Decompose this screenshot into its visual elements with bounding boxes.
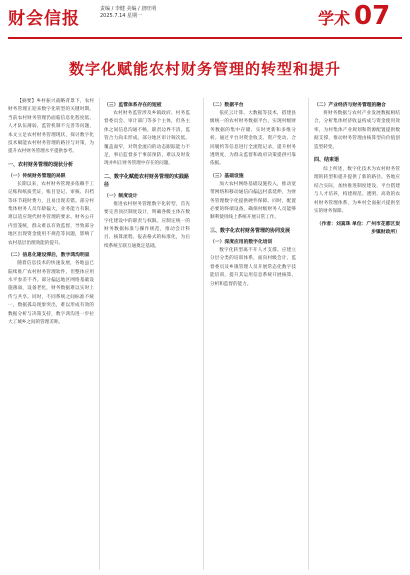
column-divider [99,98,100,570]
subsection-heading: （三）监管体系存在的短板 [104,102,162,108]
column-4 [314,98,400,236]
date-line: 2025.7.14 星期一 [100,13,143,19]
column-3 [210,98,296,289]
body-paragraph: 长期以来，农村财务管理多依赖手工记账和纸质凭证，账目登记、审核、归档等环节耗时费力，且易出现差错。部分村集体财务人员年龄偏大，业务能力有限，难以适应现代财务管理的要求。财务公开内容笼统，群众难以有效监督，导致部分地区出现资金使用不规范等问题，影响了农村基层治理效能的提升。 [8,181,94,246]
brand-logo: 财会信报 [8,9,80,29]
editor-line: 责编 / 李健 美编 / 唐旺明 [100,6,157,12]
subsection-heading: （二）数据平台 [210,102,244,108]
section-heading: 四、结束语 [314,157,340,164]
masthead-rule [8,37,402,39]
subsection-heading: （二）信息化建设滞后，数字鸿沟明显 [8,252,90,259]
page-number: 07 [354,1,391,31]
body-paragraph: 数字化转型离不开人才支撑。应建立分层分类的培训体系，面向村级会计、监督委员及乡镇管理人员开展常态化数字技能培训，提升其运用信息系统开展核算、分析和监督的能力。 [210,247,296,287]
body-paragraph: 将财务数据与农村产业发展数据相结合，分析集体经济收益构成与资金使用效率，为村集体产业规划和资源配置提供数据支撑，推动财务管理由核算型向价值创造型转变。 [314,111,400,150]
body-paragraph: 随着信息技术的快速发展，各地虽已陆续推广农村财务管理软件，但整体应用水平参差不齐。部分偏远地区网络基础设施薄弱，设备老化，财务数据难以实时上传与共享。同时，不同系统之间标准不统一，数据孤岛现象突出，难以形成有效的数据分析与决策支持，数字鸿沟进一步拉大了城乡之间的管理差距。 [8,261,94,325]
body-paragraph: 加大农村网络基础设施投入，推动宽带网络和移动通信向偏远村落延伸，为财务管理数字化提供硬件保障。同时，配置必要的终端设备，确保村级财务人员能够顺利使用线上系统开展日常工作。 [210,181,296,221]
subsection-heading: （三）基础设施 [210,172,244,179]
masthead [0,0,410,40]
column-1 [8,98,94,327]
body-paragraph: 综上所述，数字化技术为农村财务管理的转型和提升提供了新的路径。各地应结合实际，加快推进制度建设、平台搭建与人才培养，构建规范、透明、高效的农村财务管理体系，为乡村全面振兴提供坚实的财务保障。 [314,167,400,215]
section-title: 学术 [318,9,351,28]
body-paragraph: 农村财务监管涉及乡镇政府、村务监督委员会、审计部门等多个主体，但各主体之间信息沟通不畅，职责边界不清，监管合力尚未形成。部分地区审计频次低、覆盖面窄，对资金流向的动态跟踪能力不足，事后监督多于事前预防，难以及时发现并纠正财务管理中存在的问题。 [104,111,190,167]
issue-meta [100,6,156,20]
body-paragraph: 推进农村财务管理数字化转型，首先要完善顶层制度设计，明确各级主体在数字化建设中的职责与权限。应制定统一的财务数据标准与操作规范，推动会计科目、核算流程、报表格式的标准化，为后续系统互联互通奠定基础。 [104,201,190,249]
section-heading: 三、数字化农村财务管理的协同发展 [210,227,291,234]
column-divider [203,98,204,570]
article-headline: 数字化赋能农村财务管理的转型和提升 [68,60,341,78]
body-paragraph: 依托云计算、大数据等技术，搭建县级统一的农村财务数据平台，实现村级财务数据的集中存储、实时更新和多维分析。通过平台对资金收支、资产变动、合同履约等信息进行全流程记录，提升财务透明度，为群众监督和政府决策提供可靠依据。 [210,111,296,167]
subsection-heading: （二）产业经济与财务管理的融合 [314,102,386,108]
column-divider [308,98,309,570]
author-credit: （作者：刘真珠 单位：广州市花都区炭步镇财政所） [316,221,400,236]
section-heading: 二、数字化赋能农村财务管理的实践路径 [104,173,190,188]
section-heading: 一、农村财务管理的现状分析 [8,161,74,168]
subsection-heading: （一）制度设计 [104,192,138,199]
subsection-heading: （一）深度应用的数字化培训 [210,238,273,245]
subsection-heading: （一）传统财务管理的局限 [8,172,66,179]
column-2 [104,98,190,251]
abstract-text: 【摘要】乡村振兴战略背景下，农村财务管理正迎来数字化转型的关键时期。当前农村财务管理仍面临信息化程度低、人才队伍薄弱、监管机制不完善等问题，本文立足农村财务管理现状，探讨数字化技术赋能农村财务管理的路径与对策，为提升农村财务管理水平提供参考。 [8,99,94,155]
